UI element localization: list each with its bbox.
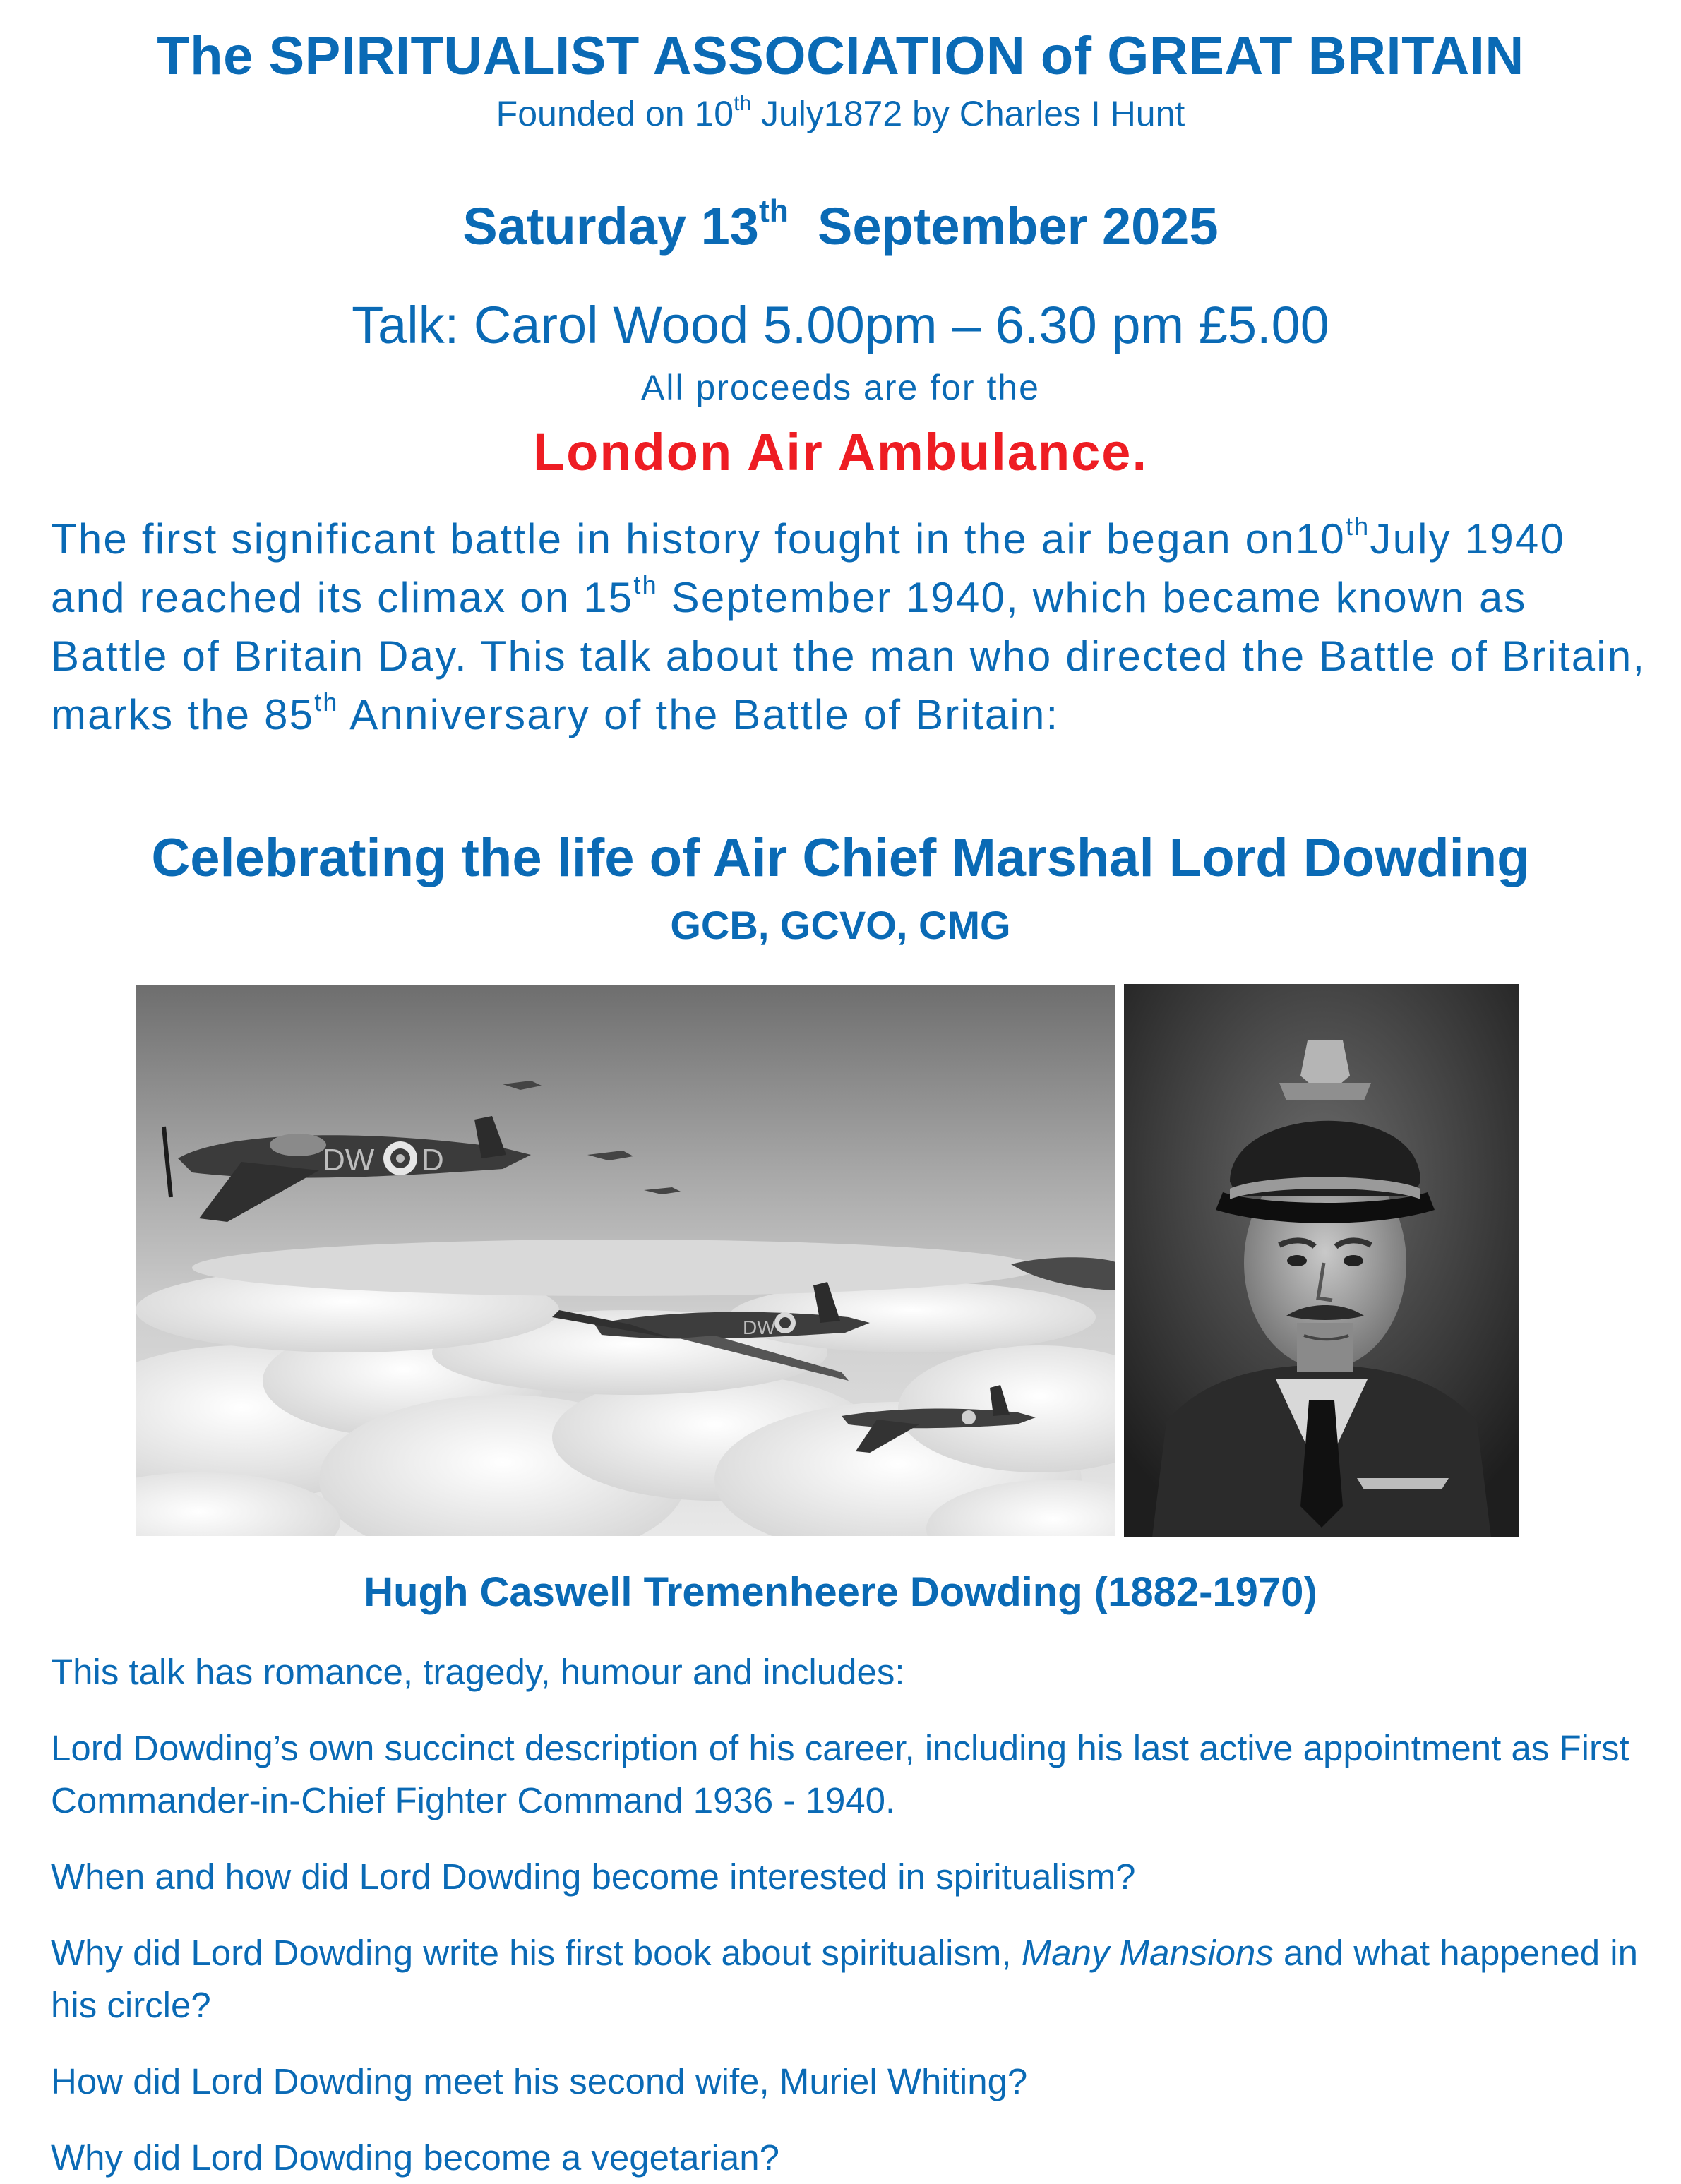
right-eye (1344, 1255, 1363, 1266)
career-description: Lord Dowding’s own succinct description of his career, including his last active appointment as First Commander-in-Chief Fighter Command 1936 - 1940. (51, 1728, 1629, 1820)
aircraft-code-middle: DW (743, 1316, 776, 1338)
book-question (51, 1927, 1646, 2032)
intro-ordinal-1: th (1345, 511, 1370, 541)
talk-details: Talk: Carol Wood 5.00pm – 6.30 pm £5.00 (352, 296, 1329, 354)
intro-part-4: Anniversary of the Battle of Britain: (338, 691, 1060, 738)
aircraft-code-lead: DW (323, 1143, 375, 1177)
book-question-start: Why did Lord Dowding write his first book about spiritualism, (51, 1933, 1022, 1973)
book-question-end: and what happened in his circle? (51, 1933, 1638, 2025)
proceeds-note: All proceeds are for the (641, 368, 1040, 407)
aircraft-code-lead-suffix: D (421, 1143, 444, 1177)
spitfires-illustration (136, 985, 1115, 1536)
founded-prefix: Founded on 10 (496, 94, 734, 133)
pilot-wings-badge (1357, 1478, 1449, 1489)
spiritualism-question: When and how did Lord Dowding become interested in spiritualism? (51, 1856, 1136, 1897)
neck (1297, 1323, 1353, 1372)
intro-paragraph (51, 510, 1646, 744)
book-title: Many Mansions (1021, 1933, 1274, 1973)
event-date (0, 193, 1681, 256)
event-date-suffix: September 2025 (788, 197, 1219, 256)
intro-part-3: September 1940, which became known as Battle of Britain Day. This talk about the man who directed the Battle of Britain, marks the 85 (51, 574, 1646, 738)
wife-question: How did Lord Dowding meet his second wife, Muriel Whiting? (51, 2061, 1028, 2101)
association-title: The SPIRITUALIST ASSOCIATION of GREAT BRITAIN (157, 26, 1524, 86)
event-date-ordinal: th (758, 193, 789, 229)
spitfires-photo (136, 985, 1115, 1536)
cap-badge-wings (1279, 1083, 1371, 1100)
intro-ordinal-3: th (314, 687, 339, 716)
cloud-layer (136, 1240, 1115, 1536)
vegetarian-question: Why did Lord Dowding become a vegetarian? (51, 2137, 779, 2178)
charity-name: London Air Ambulance. (532, 423, 1149, 481)
feature-headline: Celebrating the life of Air Chief Marshal Lord Dowding (151, 828, 1530, 888)
intro-part-1: The first significant battle in history fought in the air began on10 (51, 515, 1346, 563)
founded-suffix: July1872 by Charles I Hunt (751, 94, 1185, 133)
founded-line (0, 93, 1681, 134)
honours-line: GCB, GCVO, CMG (670, 903, 1011, 947)
portrait-caption: Hugh Caswell Tremenheere Dowding (1882-1970) (364, 1569, 1317, 1615)
event-date-prefix: Saturday 13 (462, 197, 759, 256)
intro-ordinal-2: th (633, 570, 658, 599)
portrait-illustration (1124, 984, 1519, 1537)
talk-overview: This talk has romance, tragedy, humour and includes: (51, 1652, 905, 1692)
left-eye (1287, 1255, 1307, 1266)
founded-ordinal: th (734, 91, 752, 115)
dowding-portrait (1124, 984, 1519, 1537)
intro-part-2: July 1940 and reached its climax on 15 (51, 515, 1566, 621)
